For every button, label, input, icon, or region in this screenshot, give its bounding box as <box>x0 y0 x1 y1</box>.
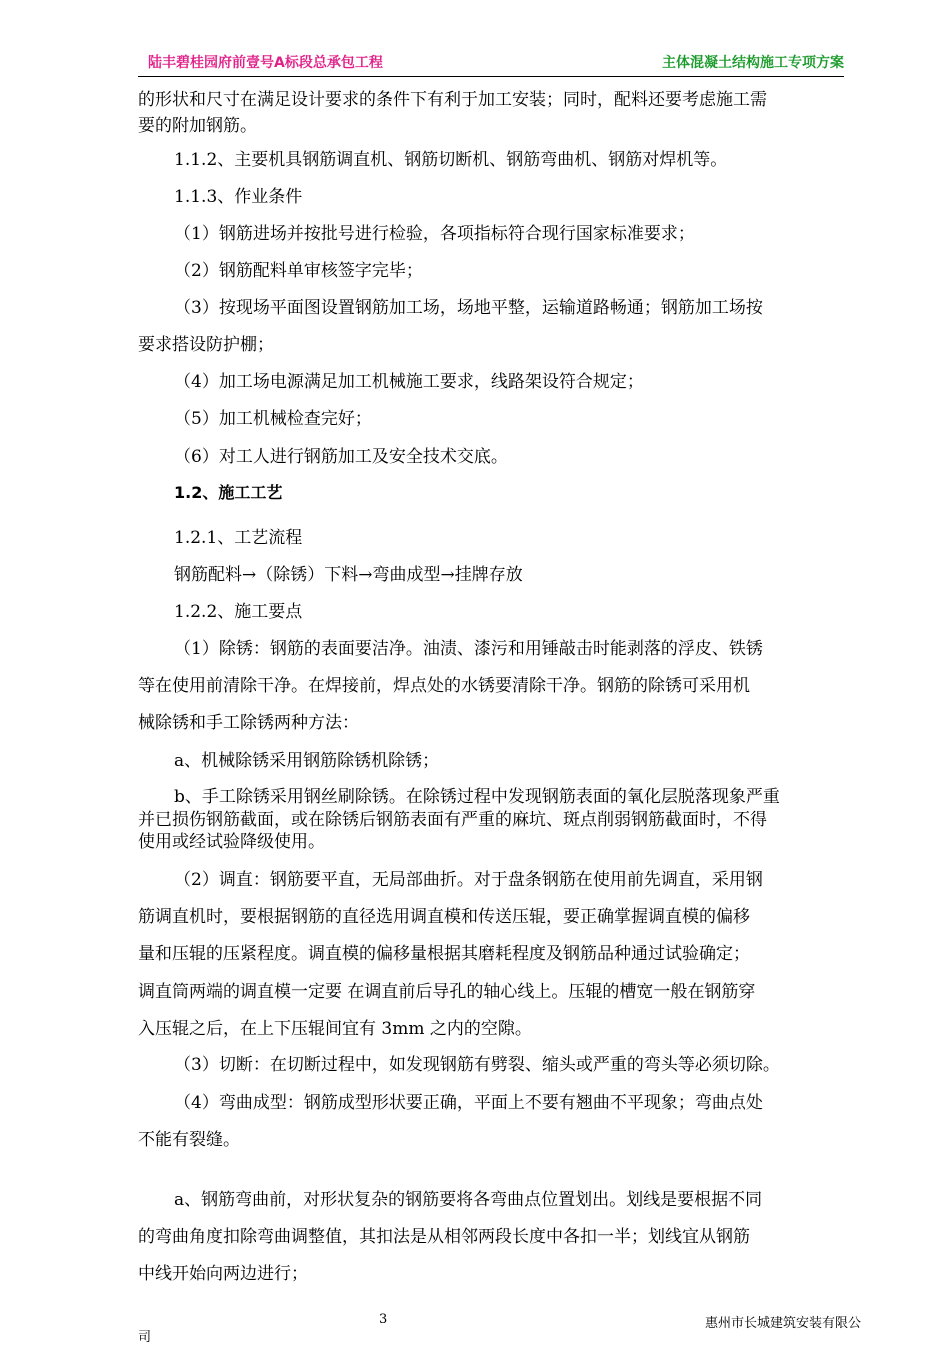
paragraph-line: 调直筒两端的调直模一定要 在调直前后导孔的轴心线上。压辊的槽宽一般在钢筋穿 <box>138 982 756 1002</box>
paragraph-line: （2）钢筋配料单审核签字完毕； <box>174 261 423 281</box>
paragraph-line: 筋调直机时，要根据钢筋的直径选用调直模和传送压辊，要正确掌握调直模的偏移 <box>138 907 750 927</box>
paragraph-line: （4）弯曲成型：钢筋成型形状要正确，平面上不要有翘曲不平现象；弯曲点处 <box>174 1093 763 1113</box>
paragraph-line: 不能有裂缝。 <box>138 1130 240 1150</box>
paragraph-line: 并已损伤钢筋截面，或在除锈后钢筋表面有严重的麻坑、斑点削弱钢筋截面时，不得 <box>138 810 767 830</box>
paragraph-line: 入压辊之后，在上下压辊间宜有 3mm 之内的空隙。 <box>138 1019 532 1039</box>
paragraph-line: 要的附加钢筋。 <box>138 116 257 136</box>
paragraph-line: 1.2.2、施工要点 <box>174 602 303 622</box>
paragraph-line: 的弯曲角度扣除弯曲调整值，其扣法是从相邻两段长度中各扣一半；划线宜从钢筋 <box>138 1227 750 1247</box>
paragraph-line: b、手工除锈采用钢丝刷除锈。在除锈过程中发现钢筋表面的氧化层脱落现象严重 <box>174 787 780 807</box>
paragraph-line: （1）除锈：钢筋的表面要洁净。油渍、漆污和用锤敲击时能剥落的浮皮、铁锈 <box>174 639 763 659</box>
page-header <box>138 46 844 77</box>
paragraph-line: 1.2.1、工艺流程 <box>174 528 303 548</box>
paragraph-line: （3）按现场平面图设置钢筋加工场，场地平整，运输道路畅通；钢筋加工场按 <box>174 298 763 318</box>
paragraph-line: （6）对工人进行钢筋加工及安全技术交底。 <box>174 447 508 467</box>
paragraph-line: （3）切断：在切断过程中，如发现钢筋有劈裂、缩头或严重的弯头等必须切除。 <box>174 1055 780 1075</box>
company-name-continued: 司 <box>138 1330 152 1345</box>
paragraph-line: a、机械除锈采用钢筋除锈机除锈； <box>174 751 440 771</box>
paragraph-line: 等在使用前清除干净。在焊接前，焊点处的水锈要清除干净。钢筋的除锈可采用机 <box>138 676 750 696</box>
paragraph-line: 量和压辊的压紧程度。调直模的偏移量根据其磨耗程度及钢筋品种通过试验确定； <box>138 944 750 964</box>
paragraph-line: （2）调直：钢筋要平直，无局部曲折。对于盘条钢筋在使用前先调直，采用钢 <box>174 870 763 890</box>
paragraph-line: a、钢筋弯曲前，对形状复杂的钢筋要将各弯曲点位置划出。划线是要根据不同 <box>174 1190 763 1210</box>
paragraph-line: （4）加工场电源满足加工机械施工要求，线路架设符合规定； <box>174 372 644 392</box>
paragraph-line: 1.1.2、主要机具钢筋调直机、钢筋切断机、钢筋弯曲机、钢筋对焊机等。 <box>174 150 728 170</box>
document-title: 主体混凝土结构施工专项方案 <box>662 55 844 71</box>
section-heading: 1.2、施工工艺 <box>174 483 283 502</box>
paragraph-line: （5）加工机械检查完好； <box>174 409 372 429</box>
paragraph-line: 中线开始向两边进行； <box>138 1264 308 1284</box>
paragraph-line: 要求搭设防护棚； <box>138 335 274 355</box>
paragraph-line: 钢筋配料→（除锈）下料→弯曲成型→挂牌存放 <box>174 565 523 585</box>
paragraph-line: 的形状和尺寸在满足设计要求的条件下有利于加工安装；同时，配料还要考虑施工需 <box>138 90 767 110</box>
project-title: 陆丰碧桂园府前壹号A标段总承包工程 <box>148 55 383 71</box>
paragraph-line: 械除锈和手工除锈两种方法： <box>138 713 359 733</box>
paragraph-line: 使用或经试验降级使用。 <box>138 832 325 852</box>
page-number: 3 <box>379 1312 388 1327</box>
company-name: 惠州市长城建筑安装有限公 <box>705 1316 862 1331</box>
paragraph-line: 1.1.3、作业条件 <box>174 187 303 207</box>
paragraph-line: （1）钢筋进场并按批号进行检验，各项指标符合现行国家标准要求； <box>174 224 695 244</box>
